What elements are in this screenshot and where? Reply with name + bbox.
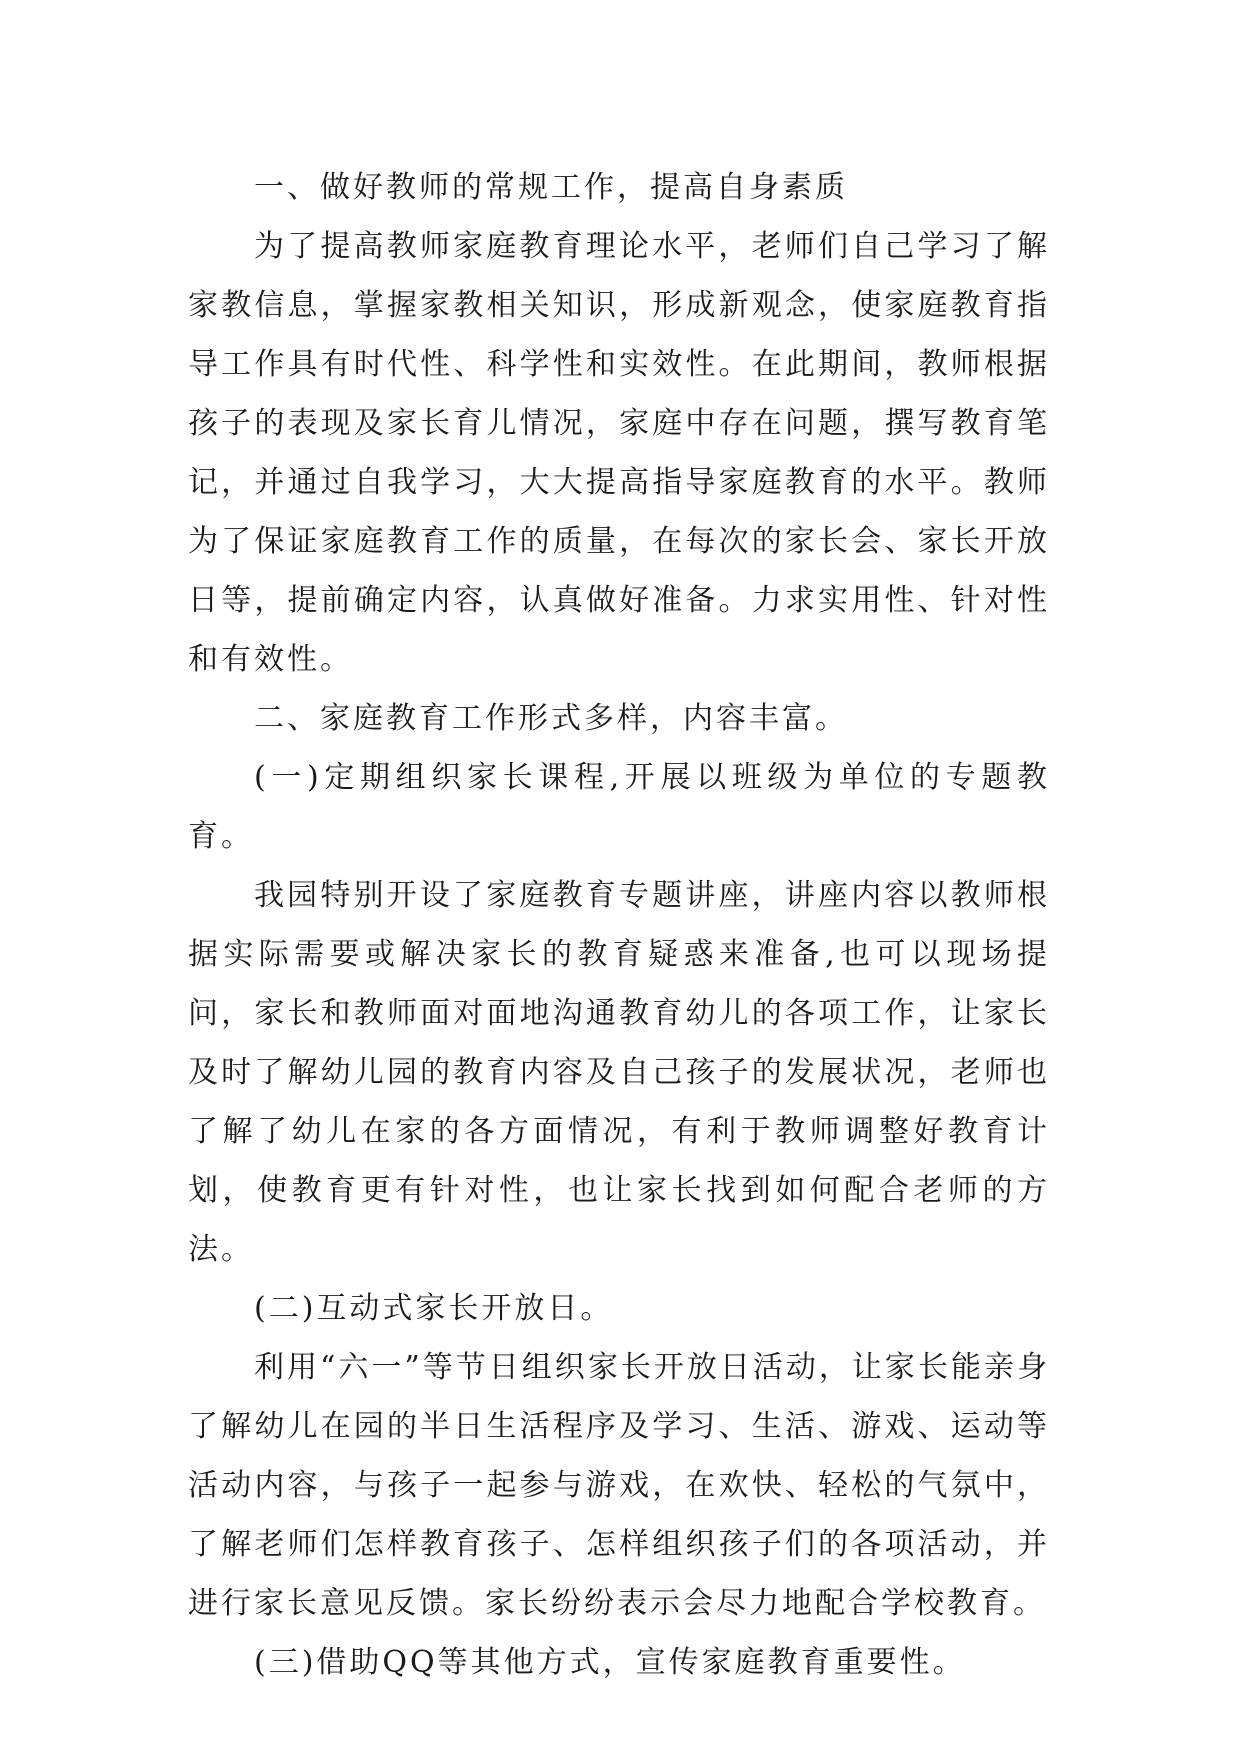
body-paragraph: 为了提高教师家庭教育理论水平，老师们自己学习了解家教信息，掌握家教相关知识，形成新观念，使家庭教育指导工作具有时代性、科学性和实效性。在此期间，教师根据孩子的表现及家长育儿情况，家庭中存在问题，撰写教育笔记，并通过自我学习，大大提高指导家庭教育的水平。教师为了保证家庭教育工作的质量，在每次的家长会、家长开放日等，提前确定内容，认真做好准备。力求实用性、针对性和有效性。	[188, 229, 1050, 677]
subsection-heading-3: (三)借助QQ等其他方式，宣传家庭教育重要性。	[254, 1645, 966, 1680]
subsection-heading-1: (一)定期组织家长课程,开展以班级为单位的专题教育。	[188, 760, 1050, 854]
document-body	[188, 158, 1050, 1692]
subsection-heading-2: (二)互动式家长开放日。	[254, 1291, 614, 1326]
body-paragraph: 我园特别开设了家庭教育专题讲座，讲座内容以教师根据实际需要或解决家长的教育疑惑来准备,也可以现场提问，家长和教师面对面地沟通教育幼儿的各项工作，让家长及时了解幼儿园的教育内容及自己孩子的发展状况，老师也了解了幼儿在家的各方面情况，有利于教师调整好教育计划，使教育更有针对性，也让家长找到如何配合老师的方法。	[188, 878, 1050, 1267]
body-paragraph: 利用“六一”等节日组织家长开放日活动，让家长能亲身了解幼儿在园的半日生活程序及学习、生活、游戏、运动等活动内容，与孩子一起参与游戏，在欢快、轻松的气氛中，了解老师们怎样教育孩子、怎样组织孩子们的各项活动，并进行家长意见反馈。家长纷纷表示会尽力地配合学校教育。	[188, 1350, 1050, 1621]
section-heading-1: 一、做好教师的常规工作，提高自身素质	[254, 170, 848, 205]
section-heading-2: 二、家庭教育工作形式多样，内容丰富。	[254, 701, 848, 736]
